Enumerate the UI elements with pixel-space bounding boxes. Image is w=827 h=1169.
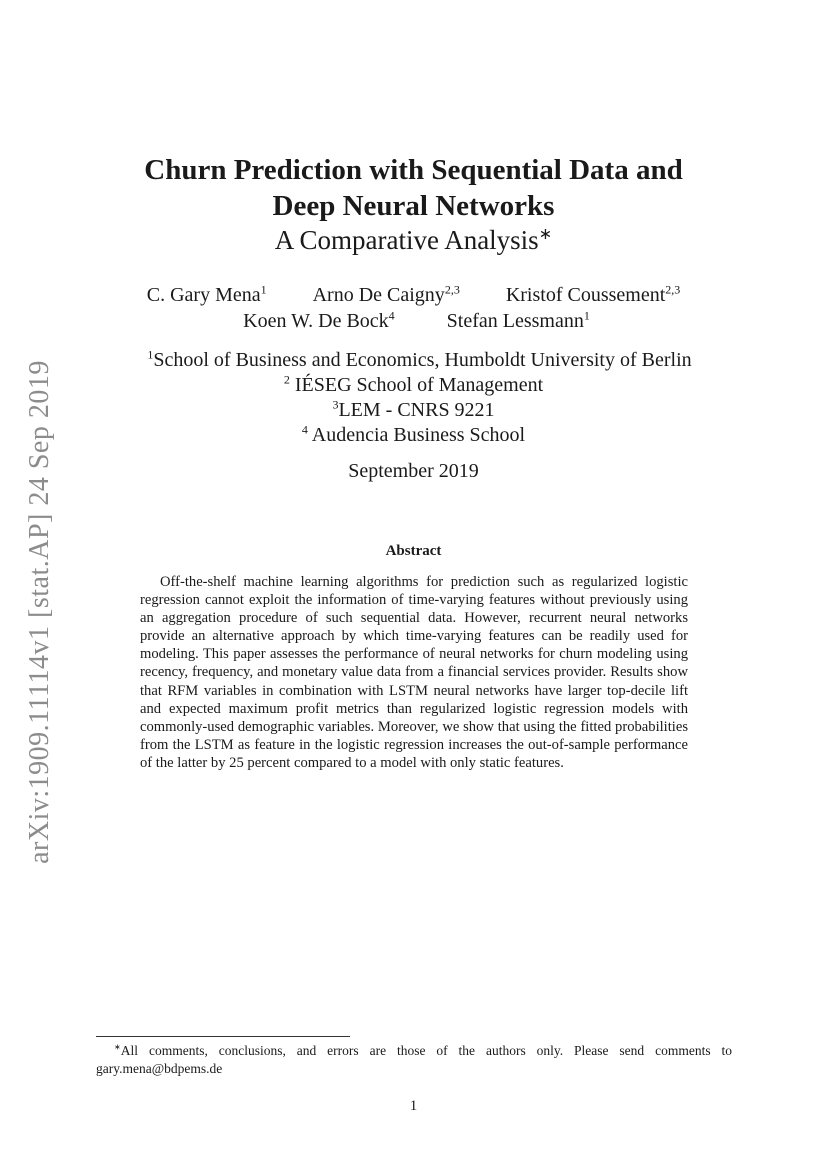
- affiliation-item: [0, 423, 827, 448]
- author-list: [0, 282, 827, 334]
- abstract-heading: Abstract: [385, 543, 442, 559]
- footnote-divider: [96, 1036, 350, 1037]
- author-name: C. Gary Mena: [146, 284, 261, 306]
- affiliation-item: [0, 398, 827, 423]
- author-affiliation-mark: 2,3: [665, 282, 681, 297]
- subtitle-footnote-mark: ∗: [538, 225, 553, 243]
- author: [506, 282, 680, 308]
- affiliation-item: [0, 373, 827, 398]
- affiliation-text: LEM - CNRS 9221: [338, 399, 495, 421]
- page-number: 1: [409, 1098, 418, 1114]
- author: [243, 308, 395, 334]
- author: [313, 282, 460, 308]
- affiliation-text: Audencia Business School: [307, 424, 526, 446]
- affiliation-mark: 1: [147, 347, 154, 362]
- affiliation-mark: 3: [332, 397, 339, 412]
- affiliation-text: IÉSEG School of Management: [289, 374, 544, 396]
- arxiv-identifier-stamp: arXiv:1909.11114v1 [stat.AP] 24 Sep 2019: [24, 360, 55, 864]
- abstract-body: Off-the-shelf machine learning algorithms for prediction such as regularized logistic regression cannot exploit the information of time-varying features without previously using an aggregation procedure of such sequential data. However, recurrent neural networks provide an alternative approach by which time-varying features can be readily used for modeling. This paper assesses the performance of neural networks for churn modeling using recency, frequency, and monetary value data from a financial services provider. Results show that RFM variables in combination with LSTM neural networks have larger top-decile lift and expected maximum profit metrics than regularized logistic regression models with commonly-used demographic variables. Moreover, we show that using the fitted probabilities from the LSTM as feature in the logistic regression increases the out-of-sample performance of the latter by 25 percent compared to a model with only static features.: [140, 574, 688, 771]
- title-line-2: Deep Neural Networks: [272, 190, 555, 222]
- author: [147, 282, 267, 308]
- author-affiliation-mark: 2,3: [444, 282, 460, 297]
- author-affiliation-mark: 4: [388, 308, 395, 323]
- author-name: Stefan Lessmann: [446, 310, 584, 332]
- author-row-1: [0, 282, 827, 308]
- affiliation-item: [12, 348, 827, 373]
- affiliation-list: [0, 348, 827, 448]
- affiliation-mark: 4: [301, 422, 308, 437]
- author-row-2: [6, 308, 827, 334]
- publication-date: September 2019: [348, 460, 479, 482]
- subtitle-text: A Comparative Analysis: [274, 225, 539, 255]
- affiliation-mark: 2: [283, 372, 290, 387]
- author-name: Kristof Coussement: [505, 284, 666, 306]
- author-name: Arno De Caigny: [312, 284, 445, 306]
- author-affiliation-mark: 1: [583, 308, 590, 323]
- footnote-text: All comments, conclusions, and errors are those of the authors only. Please send comments to gary.mena@bdpems.de: [96, 1043, 732, 1076]
- author-name: Koen W. De Bock: [243, 310, 389, 332]
- author: [447, 308, 590, 334]
- author-affiliation-mark: 1: [260, 282, 267, 297]
- paper-subtitle: [0, 225, 827, 256]
- footnote-mark: ∗: [114, 1042, 121, 1052]
- paper-title: [0, 152, 827, 224]
- footnote: [96, 1042, 732, 1078]
- affiliation-text: School of Business and Economics, Humboldt University of Berlin: [153, 349, 692, 371]
- title-line-1: Churn Prediction with Sequential Data and: [144, 154, 683, 186]
